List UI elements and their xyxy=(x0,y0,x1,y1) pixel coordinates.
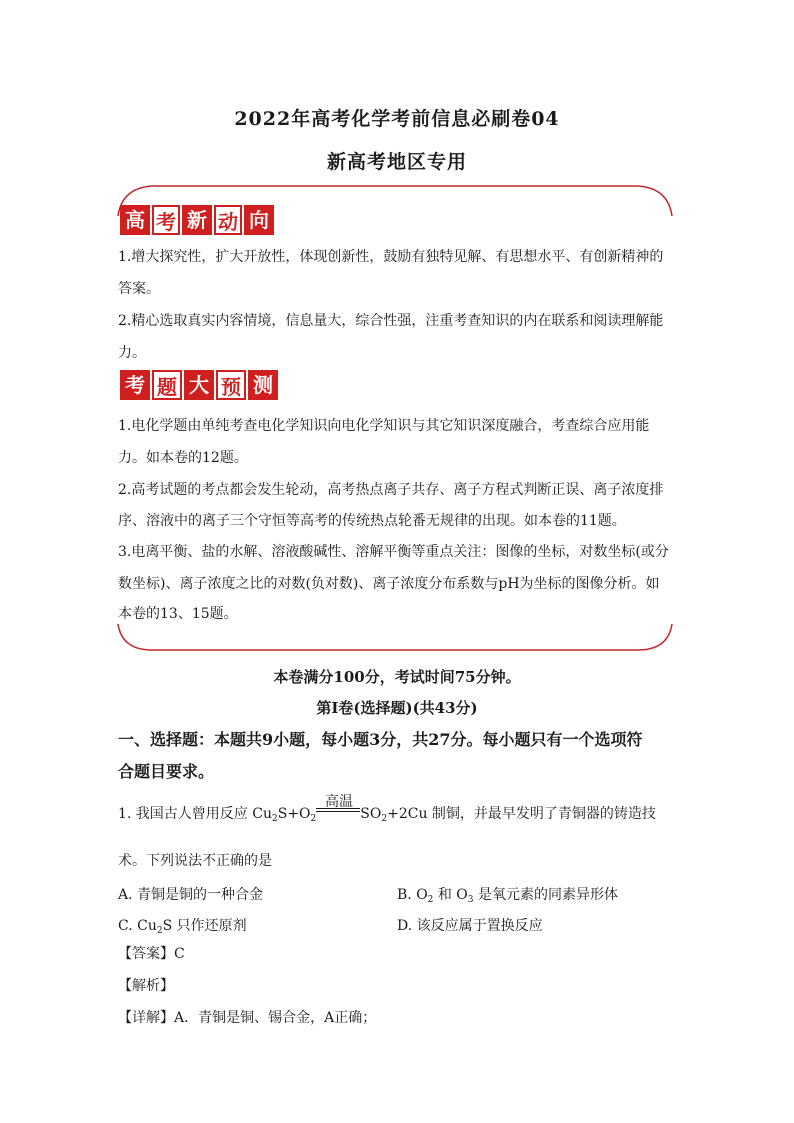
section-heading: 一、选择题：本题共9小题，每小题3分，共27分。每小题只有一个选项符 xyxy=(118,730,643,749)
reactant-sub: 2 xyxy=(272,814,278,824)
option-c-text: S 只作还原剂 xyxy=(162,918,247,934)
question-1-stem xyxy=(118,806,656,827)
option-d: D. 该反应属于置换反应 xyxy=(397,918,543,934)
forecast-line: 数坐标)、离子浓度之比的对数(负对数)、离子浓度分布系数与pH为坐标的图像分析。如 xyxy=(118,576,660,592)
forecast-badge-char: 大 xyxy=(184,370,214,400)
exam-info: 本卷满分100分，考试时间75分钟。 xyxy=(273,668,521,686)
stem-suffix: 制铜，并最早发明了青铜器的铸造技 xyxy=(427,806,656,822)
trends-line: 力。 xyxy=(118,345,146,361)
page-subtitle: 新高考地区专用 xyxy=(326,151,467,173)
trends-badge xyxy=(120,205,274,235)
forecast-line: 序、溶液中的离子三个守恒等高考的传统热点轮番无规律的出现。如本卷的11题。 xyxy=(118,513,626,529)
forecast-badge xyxy=(120,370,278,400)
option-b-sub: 3 xyxy=(467,895,474,905)
forecast-badge-char: 考 xyxy=(120,370,150,400)
reactant-text: Cu xyxy=(252,806,272,822)
forecast-line: 2.高考试题的考点都会发生轮动，高考热点离子共存、离子方程式判断正误、离子浓度排 xyxy=(118,482,664,498)
reactant-text-mid: S+O xyxy=(277,806,311,822)
page-title: 2022年高考化学考前信息必刷卷04 xyxy=(234,108,560,130)
reactant-sub: 2 xyxy=(310,814,317,824)
option-c xyxy=(118,915,247,936)
forecast-line: 本卷的13、15题。 xyxy=(118,606,238,622)
forecast-line: 3.电离平衡、盐的水解、溶液酸碱性、溶解平衡等重点关注：图像的坐标，对数坐标(或分 xyxy=(118,544,669,560)
detail: 【详解】A．青铜是铜、锡合金，A正确； xyxy=(118,1010,377,1026)
reaction-products xyxy=(360,806,427,822)
option-b-text: 和 O xyxy=(433,887,468,903)
trends-badge-char: 动 xyxy=(214,205,242,235)
forecast-line: 1.电化学题由单纯考查电化学知识向电化学知识与其它知识深度融合，考查综合应用能 xyxy=(118,418,650,434)
product-text-rest: +2Cu xyxy=(387,806,428,822)
forecast-badge-char: 测 xyxy=(248,370,278,400)
frame-bottom-curve xyxy=(112,620,678,656)
trends-line: 1.增大探究性，扩大开放性，体现创新性，鼓励有独特见解、有思想水平、有创新精神的 xyxy=(118,249,664,265)
reaction-condition: 高温 xyxy=(325,794,353,810)
question-1-stem-line2: 术。下列说法不正确的是 xyxy=(118,853,272,869)
trends-line: 2.精心选取真实内容情境，信息量大，综合性强，注重考查知识的内在联系和阅读理解能 xyxy=(118,313,664,329)
section-heading-cont: 合题目要求。 xyxy=(118,762,215,781)
answer: 【答案】C xyxy=(118,946,185,962)
exam-part-title: 第Ⅰ卷(选择题)(共43分) xyxy=(316,699,478,717)
analysis-label: 【解析】 xyxy=(118,978,174,994)
forecast-line: 力。如本卷的12题。 xyxy=(118,450,248,466)
trends-badge-char: 向 xyxy=(244,205,274,235)
option-b-text: 是氧元素的同素异形体 xyxy=(473,887,618,903)
product-text: SO xyxy=(360,806,382,822)
option-b xyxy=(397,884,618,905)
option-c-sub: 2 xyxy=(156,926,163,936)
reaction-reactants xyxy=(252,806,316,822)
trends-badge-char: 考 xyxy=(152,205,180,235)
option-c-text: C. Cu xyxy=(118,918,157,934)
stem-prefix: 1. 我国古人曾用反应 xyxy=(118,806,253,822)
trends-badge-char: 高 xyxy=(120,205,150,235)
option-a: A. 青铜是铜的一种合金 xyxy=(118,887,264,903)
product-sub: 2 xyxy=(381,814,388,824)
trends-badge-char: 新 xyxy=(182,205,212,235)
forecast-badge-char: 预 xyxy=(216,370,246,400)
option-b-text: B. O xyxy=(397,887,428,903)
option-b-sub: 2 xyxy=(427,895,434,905)
forecast-badge-char: 题 xyxy=(152,370,182,400)
trends-line: 答案。 xyxy=(118,281,160,297)
